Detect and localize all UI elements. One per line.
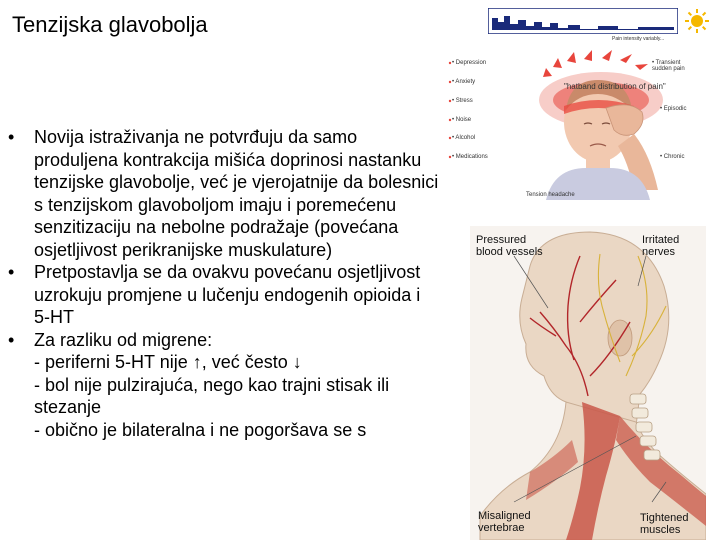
- tension-headache-figure: [446, 50, 696, 200]
- bullet-text: Za razliku od migrene:: [34, 329, 213, 350]
- left-label: • Depression: [452, 60, 487, 66]
- sun-logo-icon: [684, 8, 710, 34]
- label-irritated-nerves: Irritated nerves: [642, 234, 680, 258]
- headache-illustration-icon: [446, 50, 696, 200]
- head-neck-anatomy-icon: [470, 226, 706, 540]
- bullet-dot: •: [8, 262, 15, 282]
- left-label: • Alcohol: [452, 135, 476, 141]
- chart-logo-icon: [488, 8, 678, 34]
- bullet-dot: •: [8, 329, 15, 350]
- left-label: • Noise: [452, 117, 472, 123]
- bullet-text: Novija istraživanja ne potvrđuju da samo produljena kontrakcija mišića doprinosi nastanku tenzijske glavobolje, već je vjerojatnije da bolesnici s tenzijskom glavoboljom imaju i poremećenu senzitizaciju na nebolne podražaje (povećana osjetljivost perikranijske muskulature): [34, 127, 439, 260]
- right-label: • Chronic: [660, 154, 685, 160]
- bullet-item-3: [0, 329, 440, 352]
- sub-item-2: - bol nije pulzirajuća, nego kao trajni stisak ili stezanje: [34, 374, 390, 417]
- bullet-item-2: [0, 261, 440, 329]
- left-label: • Stress: [452, 98, 473, 104]
- label-misaligned-vertebrae: Misaligned vertebrae: [478, 510, 531, 534]
- figure-caption: Tension headache: [526, 192, 575, 198]
- bullet-list: [0, 126, 440, 441]
- anatomy-figure: [470, 226, 706, 540]
- right-label: • Transient sudden pain: [652, 60, 685, 72]
- slide-title: Tenzijska glavobolja: [12, 12, 208, 37]
- bullet-text: Pretpostavlja se da ovakvu povećanu osjetljivost uzrokuju promjene u lučenju endogenih opioida i 5-HT: [34, 262, 421, 327]
- sub-item-3: - obično je bilateralna i ne pogoršava se s: [34, 419, 367, 440]
- logo-subtitle: Pain intensity variably...: [612, 36, 665, 42]
- left-label: • Medications: [452, 154, 488, 160]
- label-tightened-muscles: Tightened muscles: [640, 512, 689, 536]
- label-pressured-blood-vessels: Pressured blood vessels: [476, 234, 543, 258]
- hatband-label: "hatband distribution of pain": [564, 82, 666, 91]
- left-label: • Anxiety: [452, 79, 476, 85]
- right-label: • Episodic: [660, 106, 687, 112]
- sub-item-1: - periferni 5-HT nije ↑, već često ↓: [34, 352, 302, 372]
- bullet-dot: •: [8, 127, 15, 147]
- bullet-item-1: [0, 126, 440, 261]
